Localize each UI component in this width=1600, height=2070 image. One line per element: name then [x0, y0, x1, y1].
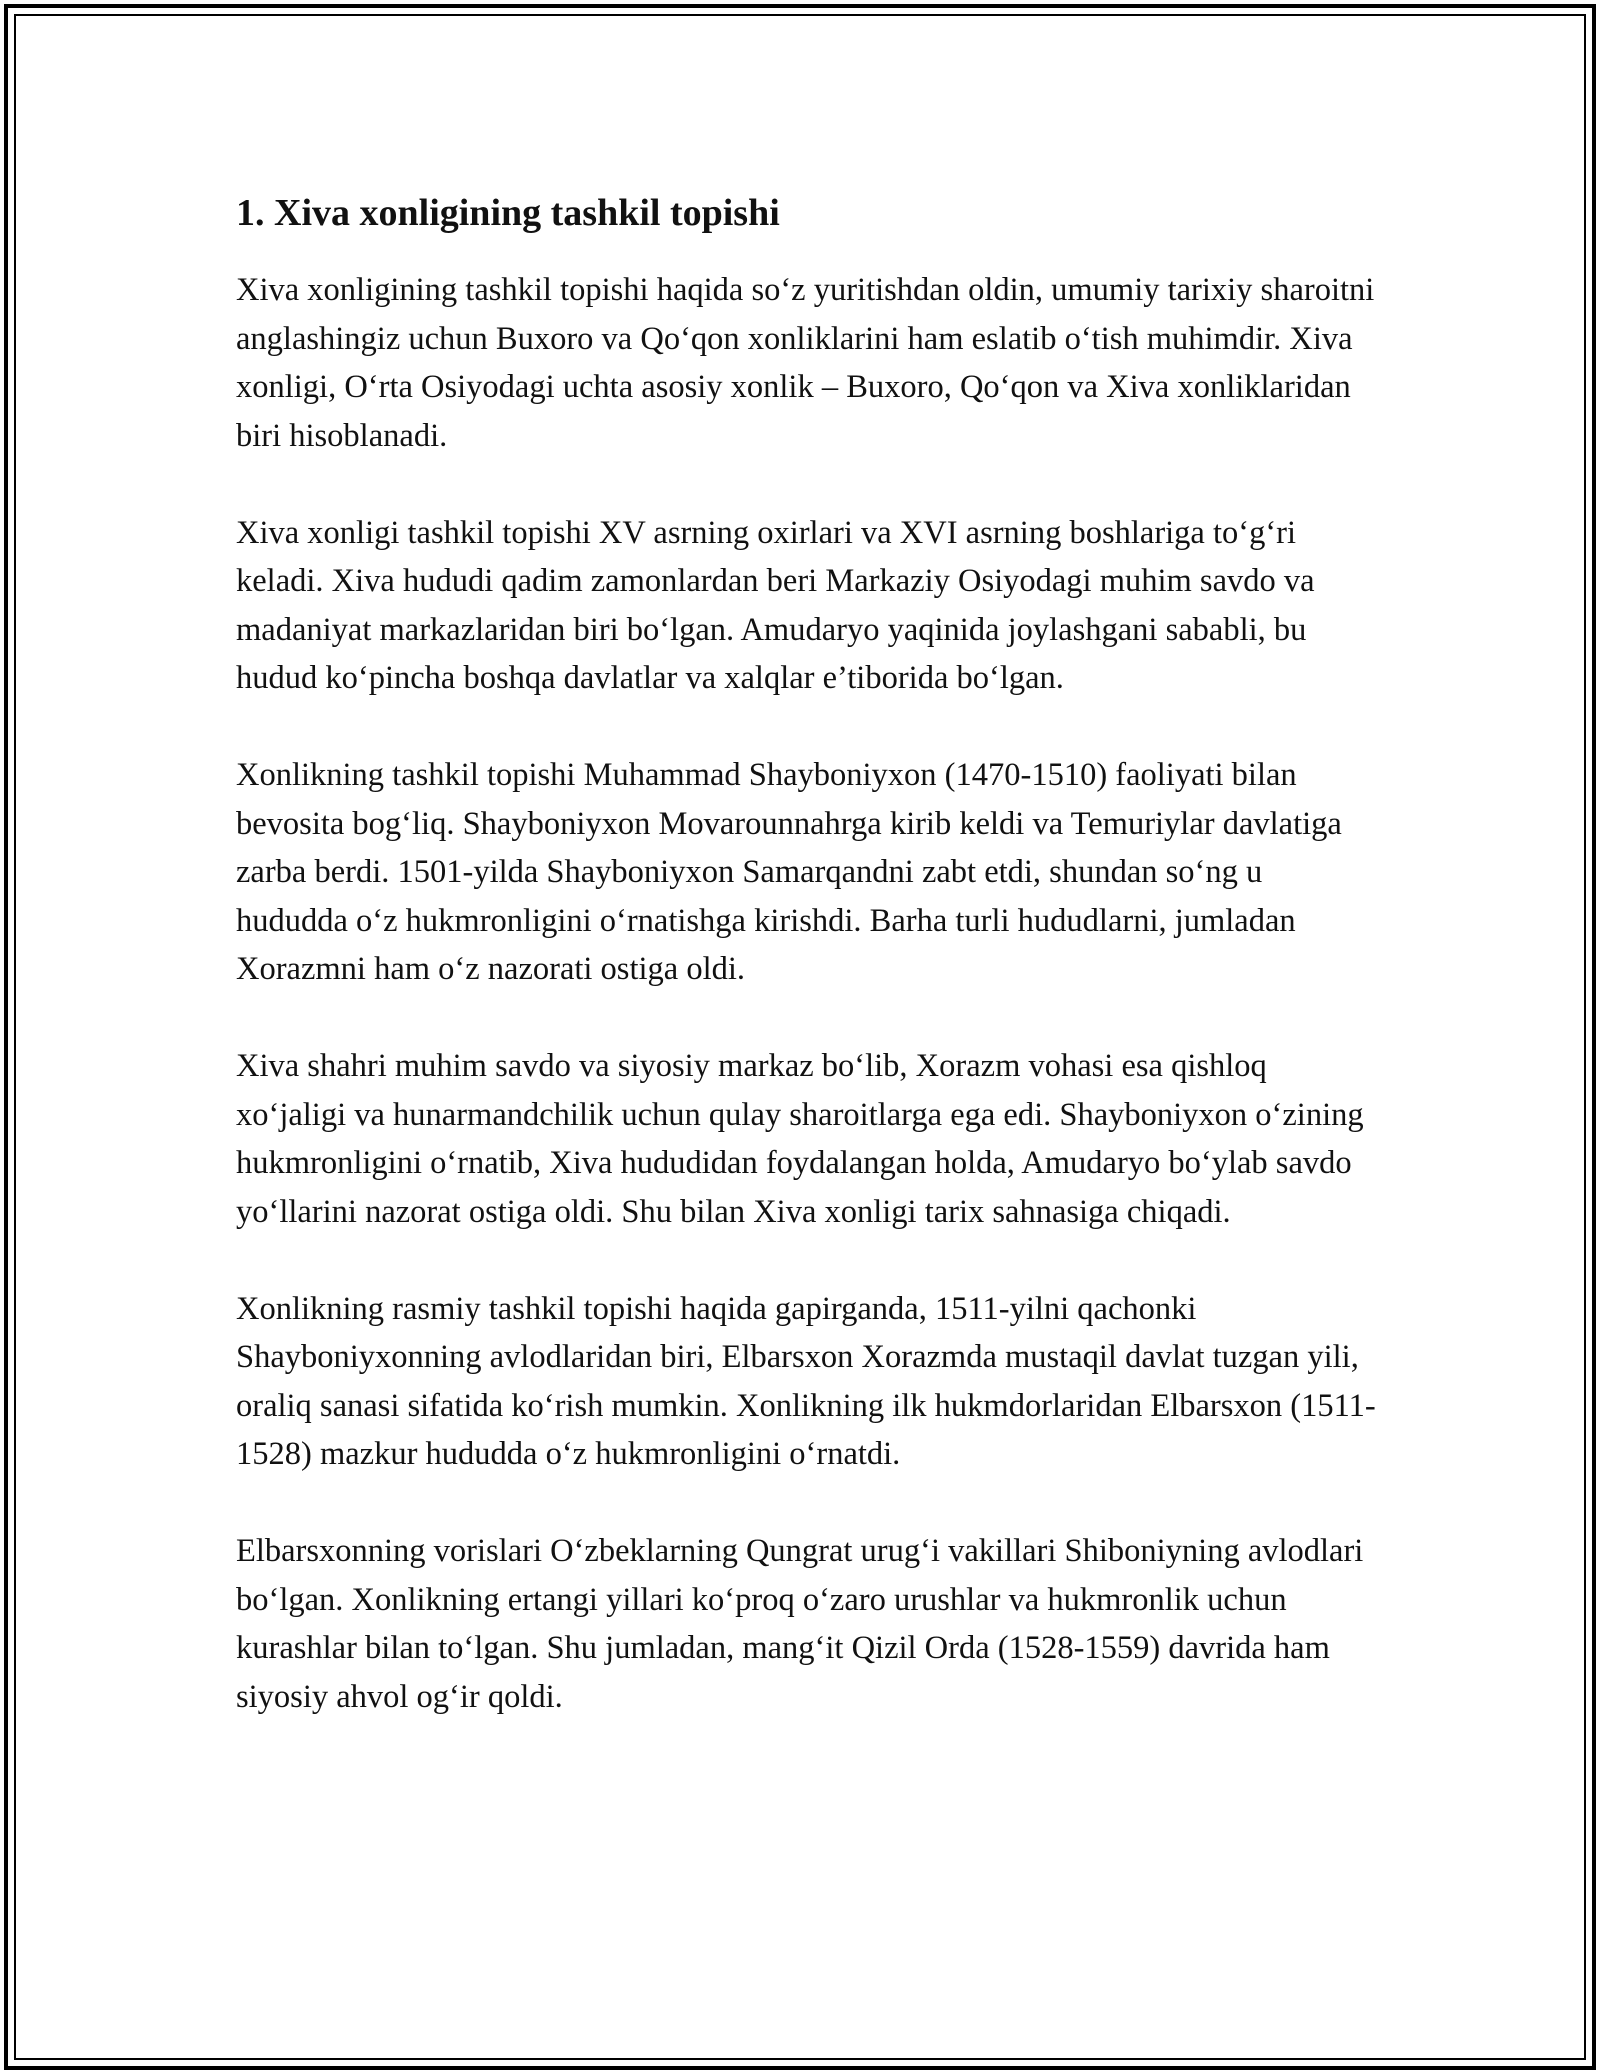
section-heading: 1. Xiva xonligining tashkil topishi	[236, 192, 780, 234]
paragraph-4: Xiva shahri muhim savdo va siyosiy markaz bo‘lib, Xorazm vohasi esa qishloq xo‘jaligi va hunarmandchilik uchun qulay sharoitlarga ega edi. Shayboniyxon o‘zining hukmronligini o‘rnatib, Xiva hududidan foydalangan holda, Amudaryo bo‘ylab savdo yo‘llarini nazorat ostiga oldi. Shu bilan Xiva xonligi tarix sahnasiga chiqadi.	[236, 1048, 1364, 1230]
paragraph-1: Xiva xonligining tashkil topishi haqida so‘z yuritishdan oldin, umumiy tarixiy sharoitni anglashingiz uchun Buxoro va Qo‘qon xonliklarini ham eslatib o‘tish muhimdir. Xiva xonligi, O‘rta Osiyodagi uchta asosiy xonlik – Buxoro, Qo‘qon va Xiva xonliklaridan biri hisoblanadi.	[236, 272, 1375, 454]
paragraph-3: Xonlikning tashkil topishi Muhammad Shayboniyxon (1470-1510) faoliyati bilan bevosita bog‘liq. Shayboniyxon Movarounnahrga kirib keldi va Temuriylar davlatiga zarba berdi. 1501-yilda Shayboniyxon Samarqandni zabt etdi, shundan so‘ng u hududda o‘z hukmronligini o‘rnatishga kirishdi. Barha turli hududlarni, jumladan Xorazmni ham o‘z nazorati ostiga oldi.	[236, 757, 1342, 987]
document-body	[236, 188, 1376, 1770]
paragraph-5: Xonlikning rasmiy tashkil topishi haqida gapirganda, 1511-yilni qachonki Shayboniyxonning avlodlaridan biri, Elbarsxon Xorazmda mustaqil davlat tuzgan yili, oraliq sanasi sifatida ko‘rish mumkin. Xonlikning ilk hukmdorlaridan Elbarsxon (1511-1528) mazkur hududda o‘z hukmronligini o‘rnatdi.	[236, 1290, 1376, 1472]
paragraph-2: Xiva xonligi tashkil topishi XV asrning oxirlari va XVI asrning boshlariga to‘g‘ri keladi. Xiva hududi qadim zamonlardan beri Markaziy Osiyodagi muhim savdo va madaniyat markazlaridan biri bo‘lgan. Amudaryo yaqinida joylashgani sababli, bu hudud ko‘pincha boshqa davlatlar va xalqlar e’tiborida bo‘lgan.	[236, 514, 1315, 696]
paragraph-6: Elbarsxonning vorislari O‘zbeklarning Qungrat urug‘i vakillari Shiboniyning avlodlari bo‘lgan. Xonlikning ertangi yillari ko‘proq o‘zaro urushlar va hukmronlik uchun kurashlar bilan to‘lgan. Shu jumladan, mang‘it Qizil Orda (1528-1559) davrida ham siyosiy ahvol og‘ir qoldi.	[236, 1533, 1364, 1715]
